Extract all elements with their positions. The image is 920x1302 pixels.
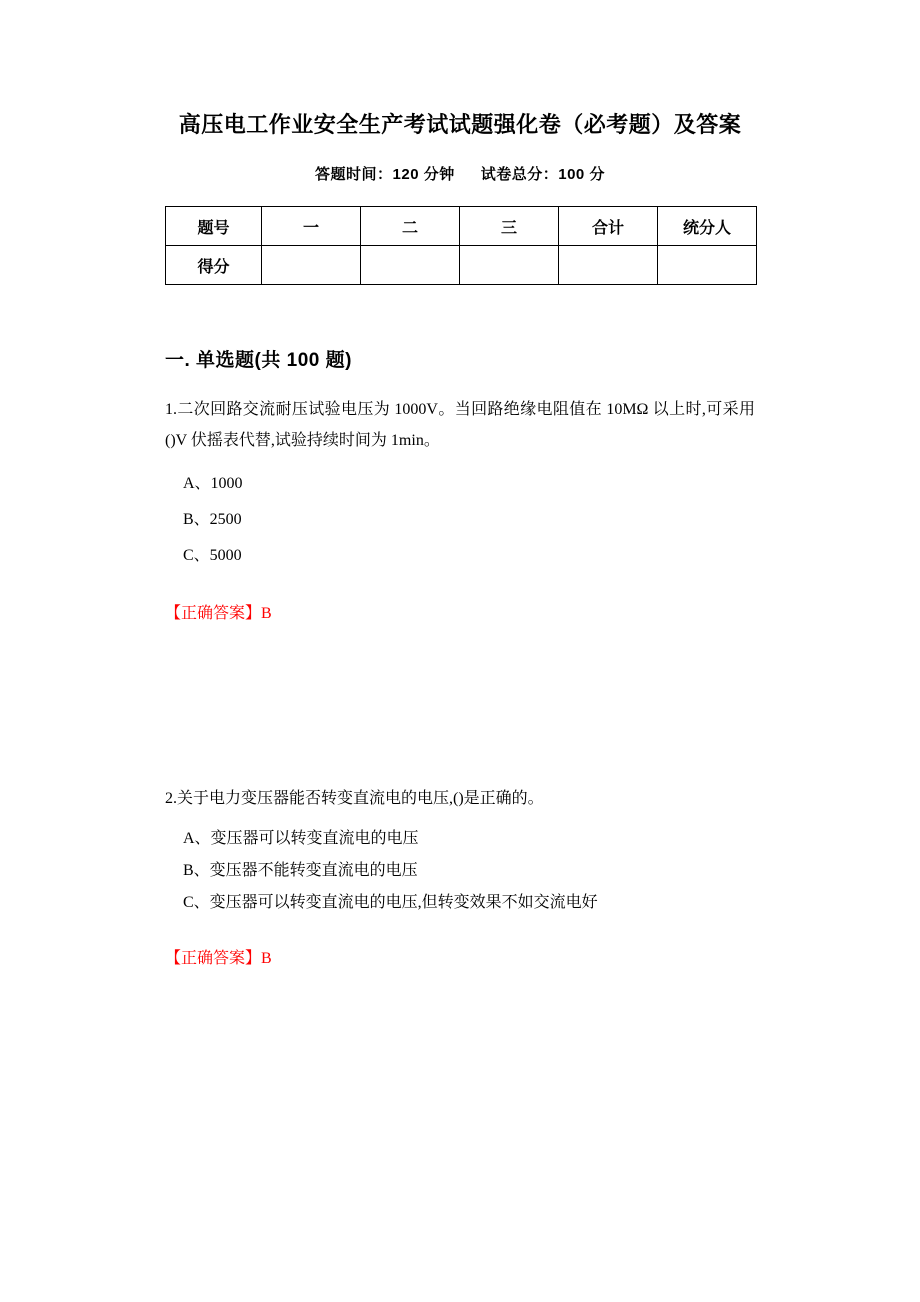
exam-time: 答题时间：120 分钟 bbox=[315, 166, 455, 183]
table-row bbox=[166, 246, 757, 285]
exam-meta bbox=[165, 163, 755, 184]
page-spacer bbox=[165, 623, 755, 783]
question-item bbox=[165, 394, 755, 623]
score-table-cell bbox=[558, 246, 657, 285]
table-row bbox=[166, 207, 757, 246]
exam-total-score: 试卷总分：100 分 bbox=[480, 166, 605, 183]
question-option: C、变压器可以转变直流电的电压,但转变效果不如交流电好 bbox=[183, 893, 598, 911]
score-table-cell: 二 bbox=[361, 207, 460, 246]
score-table-cell bbox=[262, 246, 361, 285]
question-option: A、1000 bbox=[183, 475, 243, 493]
score-table-cell: 合计 bbox=[558, 207, 657, 246]
section-heading: 一. 单选题(共 100 题) bbox=[165, 350, 352, 371]
question-answer: 【正确答案】B bbox=[165, 949, 272, 967]
score-table-cell bbox=[460, 246, 559, 285]
question-answer: 【正确答案】B bbox=[165, 605, 272, 623]
question-stem: 1.二次回路交流耐压试验电压为 1000V。当回路绝缘电阻值在 10MΩ 以上时,可采用()V 伏摇表代替,试验持续时间为 1min。 bbox=[165, 401, 755, 450]
score-table-cell: 题号 bbox=[166, 207, 262, 246]
score-table-cell: 一 bbox=[262, 207, 361, 246]
score-table-cell bbox=[361, 246, 460, 285]
question-option: C、5000 bbox=[183, 547, 242, 565]
question-option: B、2500 bbox=[183, 511, 242, 529]
score-table-cell bbox=[657, 246, 756, 285]
question-option: A、变压器可以转变直流电的电压 bbox=[183, 829, 419, 847]
score-table bbox=[165, 206, 757, 285]
score-table-cell: 三 bbox=[460, 207, 559, 246]
question-stem: 2.关于电力变压器能否转变直流电的电压,()是正确的。 bbox=[165, 790, 544, 808]
score-table-cell: 得分 bbox=[166, 246, 262, 285]
score-table-cell: 统分人 bbox=[657, 207, 756, 246]
question-item bbox=[165, 783, 755, 967]
question-option: B、变压器不能转变直流电的电压 bbox=[183, 861, 418, 879]
page-title: 高压电工作业安全生产考试试题强化卷（必考题）及答案 bbox=[178, 112, 742, 137]
